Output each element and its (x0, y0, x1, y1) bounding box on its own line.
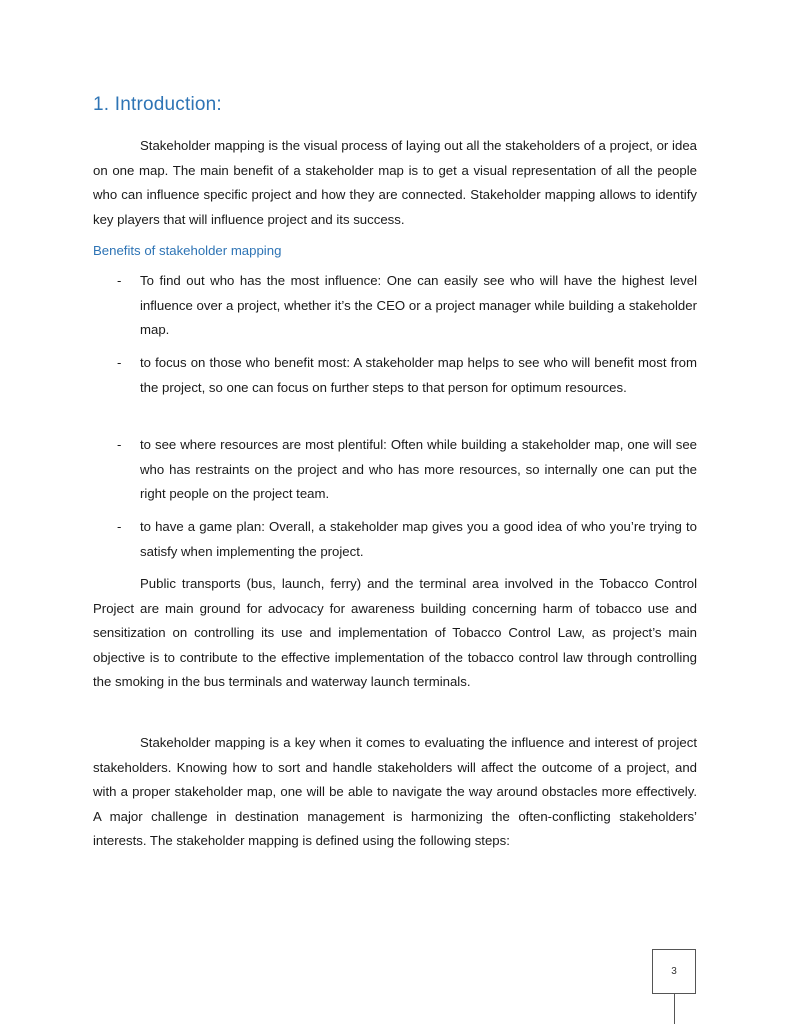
intro-paragraph: Stakeholder mapping is the visual process of laying out all the stakeholders of a project, or idea on one map. The main benefit of a stakeholder map is to get a visual representation of all the people who can influence specific project and how they are connected. Stakeholder mapping allows to identify key players that will influence project and its success. (93, 138, 697, 227)
bullet-text: To find out who has the most influence: One can easily see who will have the highest level influence over a project, whether it’s the CEO or a project manager while building a stakeholder map. (140, 273, 697, 337)
benefits-subheading: Benefits of stakeholder mapping (93, 243, 282, 258)
bullet-text: to have a game plan: Overall, a stakeholder map gives you a good idea of who you’re trying to satisfy when implementing the project. (140, 519, 697, 559)
bullet-marker: - (117, 437, 122, 452)
page-number-connector (674, 994, 675, 1024)
bullet-text: to focus on those who benefit most: A stakeholder map helps to see who will benefit most from the project, so one can focus on further steps to that person for optimum resources. (140, 355, 697, 395)
bullet-marker: - (117, 355, 122, 370)
bullet-marker: - (117, 519, 122, 534)
bullet-text: to see where resources are most plentiful: Often while building a stakeholder map, one will see who has restraints on the project and who has more resources, so internally one can put the right people on the project team. (140, 437, 697, 501)
bullet-marker: - (117, 273, 122, 288)
section-heading: 1. Introduction: (93, 94, 222, 115)
page-number: 3 (652, 949, 696, 994)
mapping-paragraph: Stakeholder mapping is a key when it comes to evaluating the influence and interest of project stakeholders. Knowing how to sort and handle stakeholders will affect the outcome of a project, and with a proper stakeholder map, one will be able to navigate the way around obstacles more effectively. A major challenge in destination management is harmonizing the often-conflicting stakeholders’ interests. The stakeholder mapping is defined using the following steps: (93, 735, 697, 848)
transport-paragraph: Public transports (bus, launch, ferry) and the terminal area involved in the Tobacco Control Project are main ground for advocacy for awareness building concerning harm of tobacco use and sensitization on controlling its use and implementation of Tobacco Control Law, as project’s main objective is to contribute to the effective implementation of the tobacco control law through controlling the smoking in the bus terminals and waterway launch terminals. (93, 576, 697, 689)
